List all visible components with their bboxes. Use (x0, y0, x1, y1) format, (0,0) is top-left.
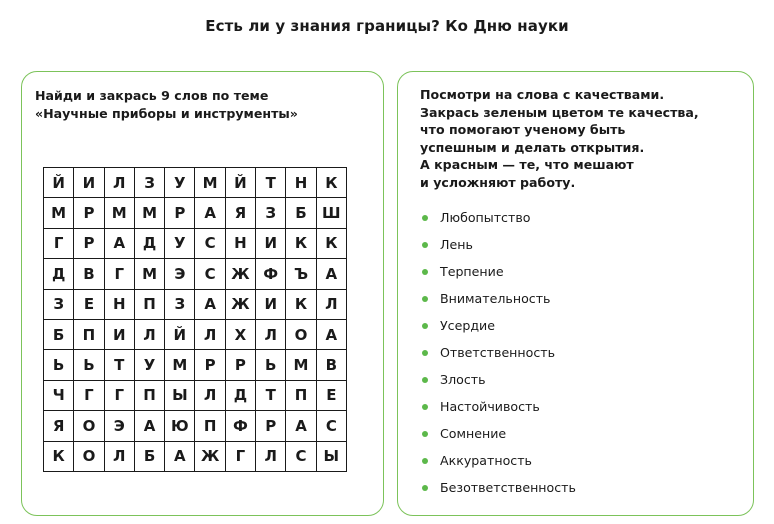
grid-cell[interactable]: Э (165, 259, 195, 289)
grid-cell[interactable]: О (74, 411, 104, 441)
grid-cell[interactable]: К (286, 289, 316, 319)
quality-item[interactable] (420, 447, 576, 474)
grid-cell[interactable]: С (316, 411, 346, 441)
qualities-list (420, 204, 576, 501)
grid-cell[interactable]: Й (44, 168, 74, 198)
grid-cell[interactable]: Р (165, 198, 195, 228)
grid-cell[interactable]: К (316, 228, 346, 258)
grid-row (44, 259, 347, 289)
grid-row (44, 289, 347, 319)
grid-cell[interactable]: Ж (225, 289, 255, 319)
grid-cell[interactable]: Р (74, 198, 104, 228)
grid-cell[interactable]: М (44, 198, 74, 228)
grid-cell[interactable]: Л (104, 168, 134, 198)
bullet-icon (422, 296, 428, 302)
grid-cell[interactable]: А (134, 411, 164, 441)
grid-cell[interactable]: Ы (165, 380, 195, 410)
grid-cell[interactable]: Н (225, 228, 255, 258)
grid-cell[interactable]: Ю (165, 411, 195, 441)
grid-cell[interactable]: Г (104, 380, 134, 410)
grid-cell[interactable]: М (286, 350, 316, 380)
grid-cell[interactable]: П (286, 380, 316, 410)
grid-cell[interactable]: Ы (316, 441, 346, 471)
quality-item[interactable] (420, 285, 576, 312)
grid-cell[interactable]: Й (225, 168, 255, 198)
grid-cell[interactable]: К (286, 228, 316, 258)
grid-cell[interactable]: Ч (44, 380, 74, 410)
grid-cell[interactable]: М (134, 198, 164, 228)
grid-cell[interactable]: М (134, 259, 164, 289)
grid-cell[interactable]: Л (256, 441, 286, 471)
quality-item[interactable] (420, 420, 576, 447)
bullet-icon (422, 242, 428, 248)
grid-row (44, 319, 347, 349)
grid-cell[interactable]: Н (104, 289, 134, 319)
quality-item[interactable] (420, 258, 576, 285)
quality-item[interactable] (420, 204, 576, 231)
grid-cell[interactable]: В (74, 259, 104, 289)
grid-cell[interactable]: У (165, 228, 195, 258)
quality-label: Злость (440, 372, 486, 387)
grid-cell[interactable]: Л (104, 441, 134, 471)
bullet-icon (422, 404, 428, 410)
grid-cell[interactable]: Х (225, 319, 255, 349)
quality-item[interactable] (420, 231, 576, 258)
grid-cell[interactable]: Р (256, 411, 286, 441)
grid-row (44, 441, 347, 471)
grid-cell[interactable]: Д (225, 380, 255, 410)
grid-cell[interactable]: Э (104, 411, 134, 441)
grid-cell[interactable]: Ш (316, 198, 346, 228)
grid-row (44, 168, 347, 198)
grid-cell[interactable]: Г (74, 380, 104, 410)
bullet-icon (422, 323, 428, 329)
page-title: Есть ли у знания границы? Ко Дню науки (205, 17, 569, 35)
quality-label: Усердие (440, 318, 495, 333)
grid-cell[interactable]: Л (134, 319, 164, 349)
grid-cell[interactable]: О (74, 441, 104, 471)
grid-cell[interactable]: Е (316, 380, 346, 410)
grid-cell[interactable]: Ж (195, 441, 225, 471)
grid-cell[interactable]: Г (225, 441, 255, 471)
bullet-icon (422, 458, 428, 464)
grid-row (44, 228, 347, 258)
grid-cell[interactable]: С (195, 259, 225, 289)
grid-cell[interactable]: Ф (256, 259, 286, 289)
grid-cell[interactable]: Р (74, 228, 104, 258)
grid-cell[interactable]: Р (195, 350, 225, 380)
grid-cell[interactable]: И (104, 319, 134, 349)
grid-cell[interactable]: Я (44, 411, 74, 441)
grid-cell[interactable]: Т (104, 350, 134, 380)
grid-cell[interactable]: Б (134, 441, 164, 471)
quality-label: Любопытство (440, 210, 531, 225)
grid-cell[interactable]: Ф (225, 411, 255, 441)
grid-cell[interactable]: А (165, 441, 195, 471)
grid-cell[interactable]: З (134, 168, 164, 198)
grid-cell[interactable]: О (286, 319, 316, 349)
grid-cell[interactable]: К (316, 168, 346, 198)
quality-label: Настойчивость (440, 399, 540, 414)
grid-cell[interactable]: Р (225, 350, 255, 380)
grid-cell[interactable]: П (134, 289, 164, 319)
grid-cell[interactable]: А (286, 411, 316, 441)
grid-cell[interactable]: А (104, 228, 134, 258)
grid-cell[interactable]: Ь (44, 350, 74, 380)
grid-cell[interactable]: Д (134, 228, 164, 258)
grid-cell[interactable]: Е (74, 289, 104, 319)
grid-cell[interactable]: Т (256, 168, 286, 198)
grid-cell[interactable]: Л (195, 319, 225, 349)
grid-cell[interactable]: Г (44, 228, 74, 258)
word-search-card (21, 71, 384, 516)
grid-cell[interactable]: В (316, 350, 346, 380)
grid-cell[interactable]: И (74, 168, 104, 198)
grid-cell[interactable]: Я (225, 198, 255, 228)
quality-item[interactable] (420, 339, 576, 366)
grid-cell[interactable]: Ь (256, 350, 286, 380)
grid-cell[interactable]: П (74, 319, 104, 349)
grid-cell[interactable]: Й (165, 319, 195, 349)
grid-cell[interactable]: А (316, 319, 346, 349)
grid-cell[interactable]: П (195, 411, 225, 441)
word-search-grid (43, 167, 347, 472)
grid-cell[interactable]: Б (44, 319, 74, 349)
grid-cell[interactable]: Ь (74, 350, 104, 380)
bullet-icon (422, 377, 428, 383)
grid-cell[interactable]: И (256, 228, 286, 258)
grid-cell[interactable]: М (195, 168, 225, 198)
grid-cell[interactable]: З (165, 289, 195, 319)
grid-cell[interactable]: Ъ (286, 259, 316, 289)
quality-label: Терпение (440, 264, 504, 279)
word-search-instructions: Найди и закрась 9 слов по теме «Научные приборы и инструменты» (35, 88, 298, 121)
grid-row (44, 198, 347, 228)
grid-cell[interactable]: Д (44, 259, 74, 289)
quality-label: Лень (440, 237, 473, 252)
grid-cell[interactable]: С (286, 441, 316, 471)
grid-cell[interactable]: М (104, 198, 134, 228)
quality-label: Сомнение (440, 426, 507, 441)
grid-cell[interactable]: Ж (225, 259, 255, 289)
quality-item[interactable] (420, 312, 576, 339)
quality-item[interactable] (420, 474, 576, 501)
quality-label: Аккуратность (440, 453, 532, 468)
bullet-icon (422, 350, 428, 356)
grid-cell[interactable]: Г (104, 259, 134, 289)
quality-label: Безответственность (440, 480, 576, 495)
grid-cell[interactable]: Н (286, 168, 316, 198)
grid-cell[interactable]: Л (256, 319, 286, 349)
grid-cell[interactable]: П (134, 380, 164, 410)
grid-cell[interactable]: У (165, 168, 195, 198)
grid-cell[interactable]: А (316, 259, 346, 289)
grid-cell[interactable]: Л (316, 289, 346, 319)
bullet-icon (422, 485, 428, 491)
grid-cell[interactable]: У (134, 350, 164, 380)
grid-row (44, 411, 347, 441)
grid-cell[interactable]: З (44, 289, 74, 319)
bullet-icon (422, 215, 428, 221)
grid-cell[interactable]: Т (256, 380, 286, 410)
grid-row (44, 380, 347, 410)
qualities-card (397, 71, 754, 516)
quality-item[interactable] (420, 366, 576, 393)
bullet-icon (422, 269, 428, 275)
grid-cell[interactable]: Л (195, 380, 225, 410)
grid-row (44, 350, 347, 380)
grid-cell[interactable]: А (195, 289, 225, 319)
grid-cell[interactable]: М (165, 350, 195, 380)
quality-item[interactable] (420, 393, 576, 420)
grid-cell[interactable]: И (256, 289, 286, 319)
quality-label: Ответственность (440, 345, 556, 360)
qualities-instructions: Посмотри на слова с качествами. Закрась зеленым цветом те качества, что помогают ученому быть успешным и делать открытия. А красным — те, что мешают и усложняют работу. (420, 87, 699, 190)
grid-cell[interactable]: С (195, 228, 225, 258)
bullet-icon (422, 431, 428, 437)
grid-cell[interactable]: З (256, 198, 286, 228)
grid-cell[interactable]: А (195, 198, 225, 228)
grid-cell[interactable]: К (44, 441, 74, 471)
quality-label: Внимательность (440, 291, 551, 306)
grid-cell[interactable]: Б (286, 198, 316, 228)
